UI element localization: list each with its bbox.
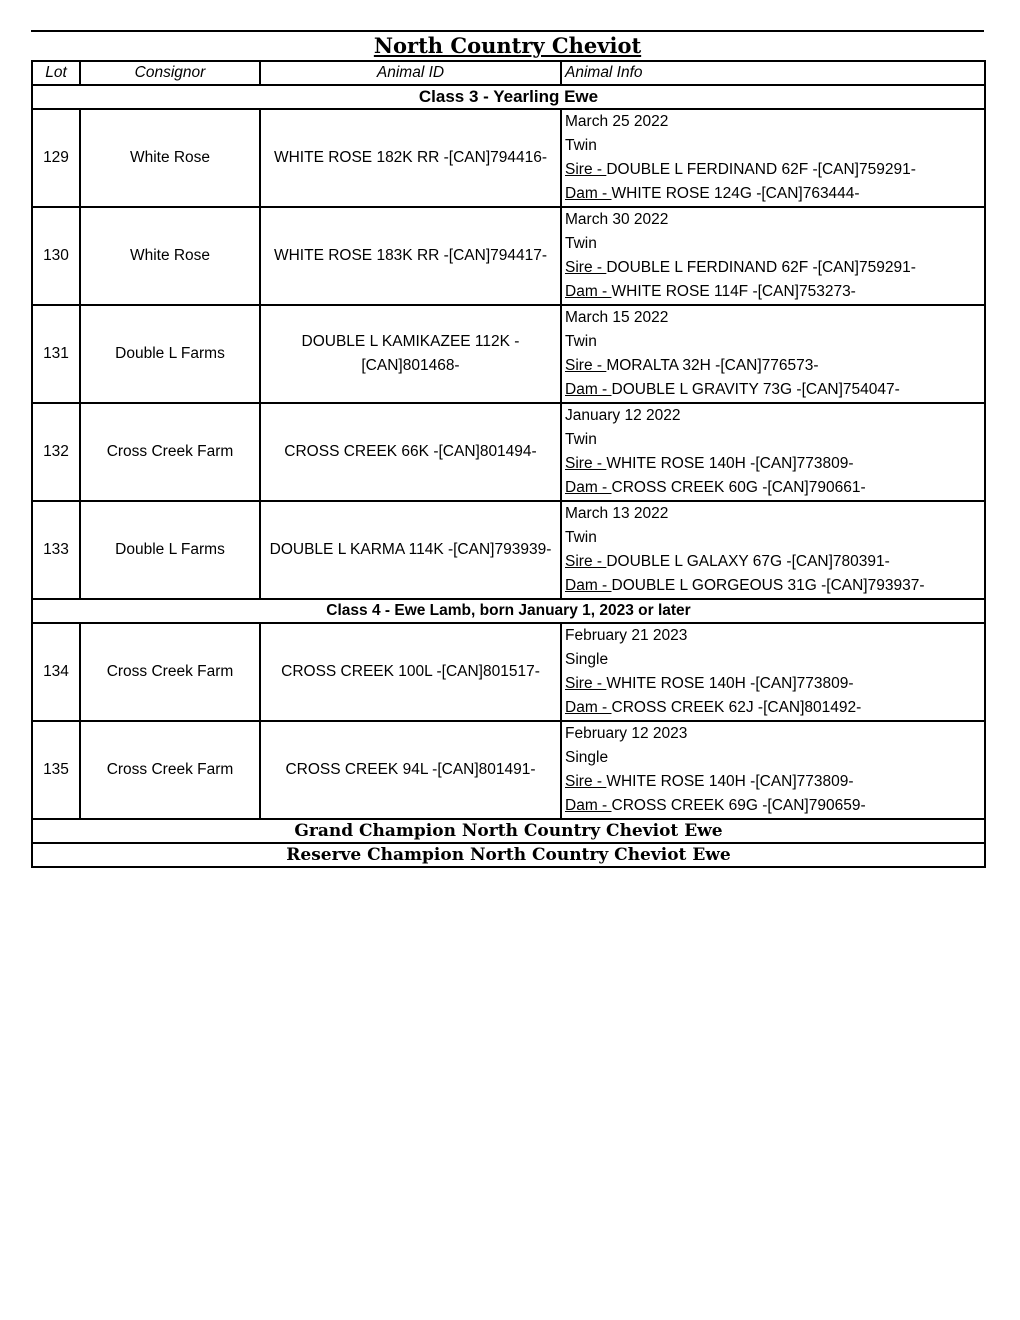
sire-line	[565, 770, 984, 794]
dam-line	[565, 182, 984, 206]
dam-value: WHITE ROSE 114F -[CAN]753273-	[611, 283, 856, 300]
class-heading-row	[32, 85, 985, 109]
dam-label: Dam -	[565, 479, 612, 496]
birth-type: Single	[565, 651, 609, 668]
animal-id: CROSS CREEK 66K -[CAN]801494-	[260, 403, 561, 501]
sire-label: Sire -	[565, 773, 607, 790]
table-row	[32, 623, 985, 721]
table-row	[32, 501, 985, 599]
sire-value: MORALTA 32H -[CAN]776573-	[606, 357, 819, 374]
lot-number: 133	[32, 501, 80, 599]
dam-value: CROSS CREEK 62J -[CAN]801492-	[611, 699, 862, 716]
dam-value: CROSS CREEK 60G -[CAN]790661-	[611, 479, 866, 496]
dam-label: Dam -	[565, 283, 612, 300]
consignor: Cross Creek Farm	[80, 403, 260, 501]
birth-date: March 25 2022	[565, 113, 669, 130]
dam-label: Dam -	[565, 577, 612, 594]
sire-line	[565, 158, 984, 182]
table-row	[32, 109, 985, 207]
consignor: Double L Farms	[80, 305, 260, 403]
dam-value: CROSS CREEK 69G -[CAN]790659-	[611, 797, 866, 814]
sire-value: DOUBLE L FERDINAND 62F -[CAN]759291-	[606, 259, 916, 276]
animal-id: DOUBLE L KARMA 114K -[CAN]793939-	[260, 501, 561, 599]
lot-number: 130	[32, 207, 80, 305]
header-animal-info: Animal Info	[561, 61, 985, 85]
dam-label: Dam -	[565, 797, 612, 814]
consignor: Double L Farms	[80, 501, 260, 599]
birth-date: January 12 2022	[565, 407, 681, 424]
consignor: White Rose	[80, 109, 260, 207]
grand-champion-row	[32, 819, 985, 843]
birth-date: February 21 2023	[565, 627, 688, 644]
animal-info	[561, 207, 985, 305]
table-row	[32, 721, 985, 819]
birth-date: March 30 2022	[565, 211, 669, 228]
sire-line	[565, 452, 984, 476]
lot-table	[31, 60, 986, 868]
lot-number: 135	[32, 721, 80, 819]
animal-info	[561, 501, 985, 599]
dam-line	[565, 574, 984, 598]
grand-champion-label: Grand Champion North Country Cheviot Ewe	[32, 819, 985, 843]
animal-info	[561, 403, 985, 501]
table-row	[32, 305, 985, 403]
sire-label: Sire -	[565, 357, 607, 374]
sire-label: Sire -	[565, 553, 607, 570]
sire-value: DOUBLE L GALAXY 67G -[CAN]780391-	[606, 553, 890, 570]
animal-id: WHITE ROSE 183K RR -[CAN]794417-	[260, 207, 561, 305]
sire-line	[565, 672, 984, 696]
dam-line	[565, 280, 984, 304]
sire-line	[565, 550, 984, 574]
sire-value: WHITE ROSE 140H -[CAN]773809-	[606, 773, 854, 790]
class-title: Class 3 - Yearling Ewe	[32, 85, 985, 109]
birth-date: February 12 2023	[565, 725, 688, 742]
header-consignor: Consignor	[80, 61, 260, 85]
sire-line	[565, 354, 984, 378]
animal-id: CROSS CREEK 100L -[CAN]801517-	[260, 623, 561, 721]
table-row	[32, 207, 985, 305]
dam-line	[565, 696, 984, 720]
animal-id: WHITE ROSE 182K RR -[CAN]794416-	[260, 109, 561, 207]
lot-number: 134	[32, 623, 80, 721]
lot-number: 129	[32, 109, 80, 207]
table-header-row	[32, 61, 985, 85]
header-animal-id: Animal ID	[260, 61, 561, 85]
animal-info	[561, 305, 985, 403]
birth-type: Twin	[565, 431, 597, 448]
birth-date: March 13 2022	[565, 505, 669, 522]
dam-line	[565, 378, 984, 402]
sire-value: WHITE ROSE 140H -[CAN]773809-	[606, 455, 854, 472]
dam-value: DOUBLE L GORGEOUS 31G -[CAN]793937-	[611, 577, 925, 594]
birth-type: Single	[565, 749, 609, 766]
sire-value: WHITE ROSE 140H -[CAN]773809-	[606, 675, 854, 692]
birth-date: March 15 2022	[565, 309, 669, 326]
birth-type: Twin	[565, 529, 597, 546]
page-title: North Country Cheviot	[373, 33, 642, 58]
sire-label: Sire -	[565, 161, 607, 178]
dam-label: Dam -	[565, 381, 612, 398]
sire-line	[565, 256, 984, 280]
dam-value: WHITE ROSE 124G -[CAN]763444-	[611, 185, 860, 202]
dam-line	[565, 476, 984, 500]
lot-number: 132	[32, 403, 80, 501]
dam-line	[565, 794, 984, 818]
sire-label: Sire -	[565, 259, 607, 276]
class-title: Class 4 - Ewe Lamb, born January 1, 2023 or later	[32, 599, 985, 623]
animal-id: CROSS CREEK 94L -[CAN]801491-	[260, 721, 561, 819]
sire-label: Sire -	[565, 455, 607, 472]
lot-number: 131	[32, 305, 80, 403]
animal-info	[561, 721, 985, 819]
birth-type: Twin	[565, 235, 597, 252]
reserve-champion-label: Reserve Champion North Country Cheviot Ewe	[32, 843, 985, 867]
animal-info	[561, 109, 985, 207]
consignor: White Rose	[80, 207, 260, 305]
dam-label: Dam -	[565, 699, 612, 716]
dam-label: Dam -	[565, 185, 612, 202]
animal-info	[561, 623, 985, 721]
sire-label: Sire -	[565, 675, 607, 692]
birth-type: Twin	[565, 137, 597, 154]
class-heading-row	[32, 599, 985, 623]
top-rule	[31, 30, 984, 32]
table-row	[32, 403, 985, 501]
reserve-champion-row	[32, 843, 985, 867]
sire-value: DOUBLE L FERDINAND 62F -[CAN]759291-	[606, 161, 916, 178]
consignor: Cross Creek Farm	[80, 721, 260, 819]
header-lot: Lot	[32, 61, 80, 85]
animal-id: DOUBLE L KAMIKAZEE 112K -[CAN]801468-	[260, 305, 561, 403]
birth-type: Twin	[565, 333, 597, 350]
dam-value: DOUBLE L GRAVITY 73G -[CAN]754047-	[611, 381, 900, 398]
consignor: Cross Creek Farm	[80, 623, 260, 721]
